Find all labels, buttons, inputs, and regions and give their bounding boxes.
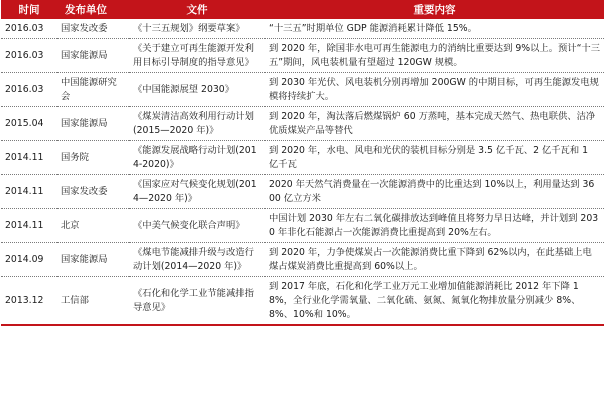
cell-document: 《石化和化学工业节能减排指导意见》 xyxy=(129,277,265,326)
cell-org: 国家能源局 xyxy=(57,39,129,73)
cell-date: 2014.11 xyxy=(1,141,57,175)
cell-org: 工信部 xyxy=(57,277,129,326)
header-org: 发布单位 xyxy=(57,0,129,19)
table-body xyxy=(1,19,604,325)
cell-document: 《关于建立可再生能源开发利用目标引导制度的指导意见》 xyxy=(129,39,265,73)
cell-content: 中国计划 2030 年左右二氧化碳排放达到峰值且将努力早日达峰，并计划到 2030 年非化石能源占一次能源消费比重提高到 20%左右。 xyxy=(265,209,604,243)
cell-content: “十三五”时期单位 GDP 能源消耗累计降低 15%。 xyxy=(265,19,604,39)
table-row xyxy=(1,39,604,73)
cell-content: 到 2020 年，力争使煤炭占一次能源消费比重下降到 62%以内，在此基础上电煤占煤炭消费比重提高到 60%以上。 xyxy=(265,243,604,277)
table-row xyxy=(1,209,604,243)
table-row xyxy=(1,141,604,175)
cell-date: 2015.04 xyxy=(1,107,57,141)
header-time: 时间 xyxy=(1,0,57,19)
cell-document: 《中美气候变化联合声明》 xyxy=(129,209,265,243)
cell-document: 《能源发展战略行动计划(2014-2020)》 xyxy=(129,141,265,175)
table-row xyxy=(1,175,604,209)
table-row xyxy=(1,243,604,277)
cell-document: 《十三五规划》纲要草案》 xyxy=(129,19,265,39)
cell-date: 2016.03 xyxy=(1,39,57,73)
cell-content: 到 2020 年，除国非水电可再生能源电力的消纳比重要达到 9%以上。预计“十三五”期间，风电装机量有望超过 120GW 规模。 xyxy=(265,39,604,73)
cell-date: 2016.03 xyxy=(1,19,57,39)
header-document: 文件 xyxy=(129,0,265,19)
table-row xyxy=(1,107,604,141)
cell-document: 《煤炭清洁高效利用行动计划(2015—2020 年)》 xyxy=(129,107,265,141)
policy-table xyxy=(1,0,604,326)
table-row xyxy=(1,73,604,107)
table-row xyxy=(1,19,604,39)
cell-content: 到 2020 年，淘汰落后燃煤锅炉 60 万蒸吨，基本完成天然气、热电联供、洁净优质煤炭产品等替代 xyxy=(265,107,604,141)
cell-org: 国家发改委 xyxy=(57,175,129,209)
cell-date: 2013.12 xyxy=(1,277,57,326)
cell-document: 《国家应对气候变化规划(2014—2020 年)》 xyxy=(129,175,265,209)
table-row xyxy=(1,277,604,326)
cell-date: 2016.03 xyxy=(1,73,57,107)
cell-document: 《中国能源展望 2030》 xyxy=(129,73,265,107)
cell-org: 国家能源局 xyxy=(57,243,129,277)
header-content: 重要内容 xyxy=(265,0,604,19)
cell-document: 《煤电节能减排升级与改造行动计划(2014—2020 年)》 xyxy=(129,243,265,277)
table-header xyxy=(1,0,604,19)
cell-org: 北京 xyxy=(57,209,129,243)
cell-date: 2014.11 xyxy=(1,209,57,243)
cell-content: 到 2017 年底，石化和化学工业万元工业增加值能源消耗比 2012 年下降 18%，全行业化学需氧量、二氧化硫、氨氮、氮氧化物排放量分别减少 8%、8%、10%和 10%。 xyxy=(265,277,604,326)
cell-content: 到 2020 年，水电、风电和光伏的装机目标分别是 3.5 亿千瓦、2 亿千瓦和 1 亿千瓦 xyxy=(265,141,604,175)
cell-date: 2014.09 xyxy=(1,243,57,277)
cell-org: 国家能源局 xyxy=(57,107,129,141)
cell-content: 到 2030 年光伏、风电装机分别再增加 200GW 的中期目标，可再生能源发电规模将持续扩大。 xyxy=(265,73,604,107)
cell-org: 国家发改委 xyxy=(57,19,129,39)
cell-content: 2020 年天然气消费量在一次能源消费中的比重达到 10%以上，利用量达到 3600 亿立方米 xyxy=(265,175,604,209)
cell-org: 中国能源研究会 xyxy=(57,73,129,107)
header-row xyxy=(1,0,604,19)
cell-date: 2014.11 xyxy=(1,175,57,209)
cell-org: 国务院 xyxy=(57,141,129,175)
